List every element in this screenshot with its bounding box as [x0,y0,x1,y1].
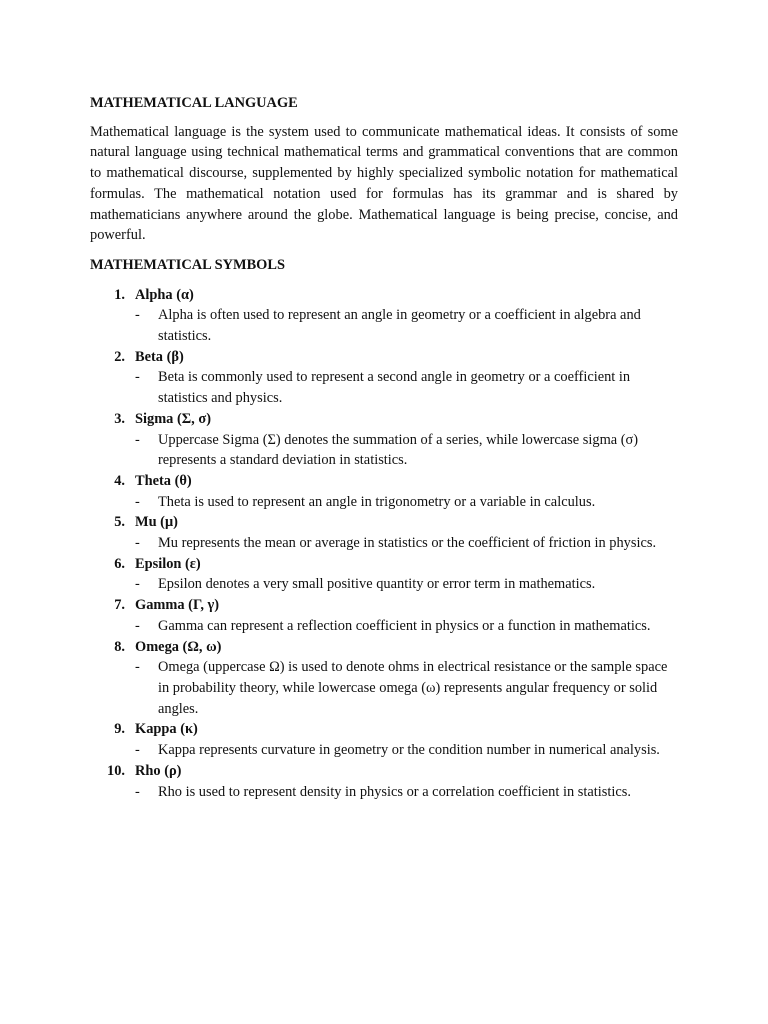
symbol-term: Theta (θ) [135,472,192,489]
symbol-term: Sigma (Σ, σ) [135,410,211,427]
description-text: Uppercase Sigma (Σ) denotes the summation of a series, while lowercase sigma (σ) represents a standard deviation in statistics. [158,431,639,469]
list-item [90,347,678,409]
symbol-term: Gamma (Γ, γ) [135,597,220,614]
symbol-description [135,430,678,471]
item-number: 5. [114,514,125,531]
list-item [90,409,678,471]
symbol-term: Rho (ρ) [135,762,182,779]
symbol-description [135,740,678,761]
list-item [90,761,678,802]
dash-bullet: - [135,369,140,386]
symbol-term: Alpha (α) [135,286,194,303]
description-text: Gamma can represent a reflection coefficient in physics or a function in mathematics. [158,617,651,634]
symbol-description [135,492,678,513]
symbol-description [135,305,678,346]
dash-bullet: - [135,431,140,448]
list-item [90,595,678,636]
symbol-term: Epsilon (ε) [135,555,201,572]
list-item [90,719,678,760]
item-number: 6. [114,555,125,572]
dash-bullet: - [135,307,140,324]
list-item [90,637,678,720]
symbol-description [135,657,678,719]
description-text: Omega (uppercase Ω) is used to denote ohms in electrical resistance or the sample space in probability theory, while lowercase omega (ω) represents angular frequency or solid angles. [158,659,668,717]
symbol-term: Kappa (κ) [135,721,198,738]
page-title: MATHEMATICAL LANGUAGE [90,95,298,111]
item-number: 8. [114,638,125,655]
description-text: Rho is used to represent density in physics or a correlation coefficient in statistics. [158,783,631,800]
dash-bullet: - [135,535,140,552]
list-item [90,512,678,553]
list-item [90,285,678,347]
description-text: Theta is used to represent an angle in trigonometry or a variable in calculus. [158,493,596,510]
item-number: 9. [114,721,125,738]
dash-bullet: - [135,617,140,634]
description-text: Kappa represents curvature in geometry or the condition number in numerical analysis. [158,742,660,759]
symbol-term: Omega (Ω, ω) [135,638,222,655]
item-number: 4. [114,472,125,489]
symbols-heading: MATHEMATICAL SYMBOLS [90,256,285,273]
item-number: 3. [114,410,125,427]
symbol-description [135,782,678,803]
dash-bullet: - [135,742,140,759]
item-number: 1. [114,286,125,303]
symbol-description [135,367,678,408]
item-number: 7. [114,597,125,614]
description-text: Epsilon denotes a very small positive quantity or error term in mathematics. [158,576,596,593]
description-text: Mu represents the mean or average in statistics or the coefficient of friction in physics. [158,535,657,552]
dash-bullet: - [135,493,140,510]
dash-bullet: - [135,783,140,800]
list-item [90,471,678,512]
symbol-list [90,285,678,803]
symbol-description [135,616,678,637]
description-text: Alpha is often used to represent an angle in geometry or a coefficient in algebra and statistics. [158,307,641,345]
dash-bullet: - [135,659,140,676]
list-item [90,554,678,595]
symbol-term: Beta (β) [135,348,184,365]
item-number: 10. [107,762,125,779]
item-number: 2. [114,348,125,365]
dash-bullet: - [135,576,140,593]
symbol-description [135,533,678,554]
symbol-term: Mu (μ) [135,514,178,531]
description-text: Beta is commonly used to represent a second angle in geometry or a coefficient in statistics and physics. [158,369,631,407]
intro-paragraph: Mathematical language is the system used to communicate mathematical ideas. It consists of some natural language using technical mathematical terms and grammatical conventions that are common to mathematical discourse, supplemented by highly specialized symbolic notation for mathematical formulas. The mathematical notation used for formulas has its grammar and is shared by mathematicians anywhere around the globe. Mathematical language is being precise, concise, and powerful. [90,123,678,244]
symbol-description [135,574,678,595]
